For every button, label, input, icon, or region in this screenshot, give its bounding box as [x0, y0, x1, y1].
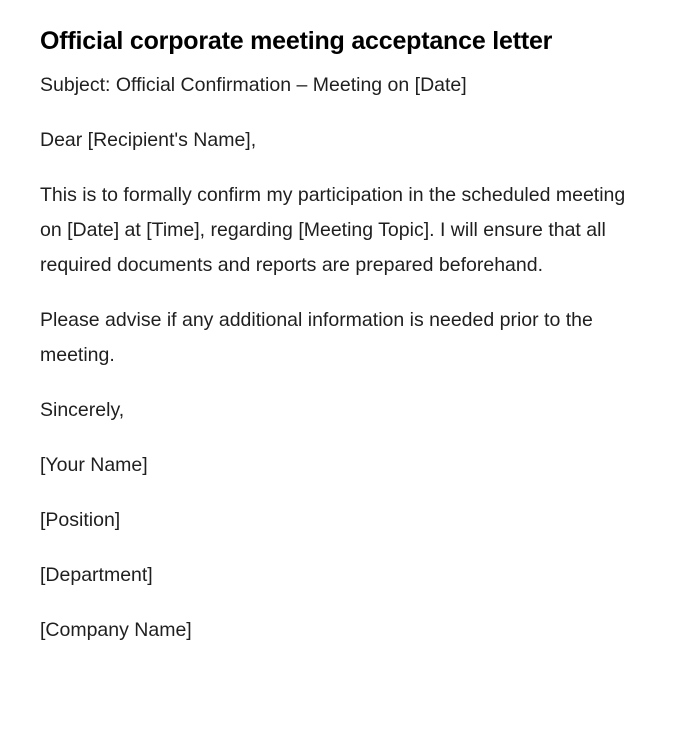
signature-company: [Company Name] [40, 619, 192, 641]
document-title: Official corporate meeting acceptance letter [40, 27, 553, 55]
signature-position: [Position] [40, 509, 121, 531]
body-paragraph-request: Please advise if any additional information is needed prior to the meeting. [40, 309, 593, 366]
signature-department: [Department] [40, 564, 153, 586]
salutation: Dear [Recipient's Name], [40, 129, 257, 151]
signature-name: [Your Name] [40, 454, 148, 476]
body-paragraph-confirmation: This is to formally confirm my participation in the scheduled meeting on [Date] at [Time], regarding [Meeting Topic]. I will ensure that all required documents and reports are prepared beforehand. [40, 184, 626, 276]
subject-line: Subject: Official Confirmation – Meeting on [Date] [40, 74, 467, 96]
closing: Sincerely, [40, 399, 125, 421]
